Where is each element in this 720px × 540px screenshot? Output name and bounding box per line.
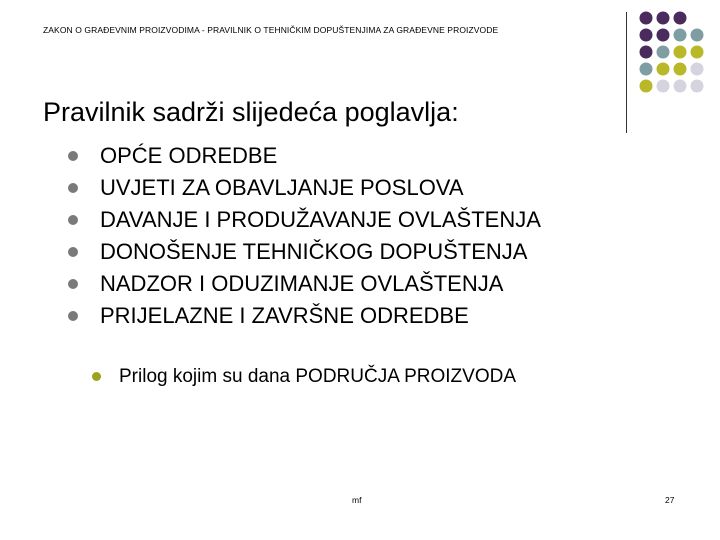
decorative-dot: [674, 46, 687, 59]
list-item-text: PRIJELAZNE I ZAVRŠNE ODREDBE: [100, 303, 469, 328]
decorative-dot: [691, 63, 704, 76]
footer-author: mf: [352, 495, 362, 505]
slide-header: ZAKON O GRAĐEVNIM PROIZVODIMA - PRAVILNIK O TEHNIČKIM DOPUŠTENJIMA ZA GRAĐEVNE PROIZVODE: [43, 25, 499, 35]
bullet-dot-icon: [68, 311, 78, 321]
decorative-dot: [674, 80, 687, 93]
decorative-dot: [657, 46, 670, 59]
decorative-dot: [691, 29, 704, 42]
decorative-dot: [640, 29, 653, 42]
decorative-dot: [640, 12, 653, 25]
decorative-dot: [640, 46, 653, 59]
bullet-dot-icon: [68, 183, 78, 193]
list-item-text: NADZOR I ODUZIMANJE OVLAŠTENJA: [100, 271, 504, 296]
list-item-text: DAVANJE I PRODUŽAVANJE OVLAŠTENJA: [100, 207, 541, 232]
page-number: 27: [665, 495, 675, 505]
bullet-dot-icon: [68, 247, 78, 257]
list-item-text: OPĆE ODREDBE: [100, 143, 278, 168]
bullet-dot-icon: [68, 215, 78, 225]
decorative-dot: [657, 29, 670, 42]
bullet-dot-icon: [68, 279, 78, 289]
decorative-dot: [657, 63, 670, 76]
decorative-dot: [691, 46, 704, 59]
decorative-dot: [657, 12, 670, 25]
sub-list-item-text: Prilog kojim su dana PODRUČJA PROIZVODA: [119, 366, 517, 387]
slide-title: Pravilnik sadrži slijedeća poglavlja:: [43, 97, 459, 127]
decorative-dot: [674, 29, 687, 42]
sub-bullet-dot-icon: [92, 372, 101, 381]
decorative-dot: [674, 63, 687, 76]
bullet-dot-icon: [68, 151, 78, 161]
decorative-dot: [674, 12, 687, 25]
decorative-dot: [640, 80, 653, 93]
decorative-dot: [657, 80, 670, 93]
decorative-dot: [691, 80, 704, 93]
list-item-text: DONOŠENJE TEHNIČKOG DOPUŠTENJA: [100, 239, 528, 264]
decorative-dot: [640, 63, 653, 76]
vertical-divider: [626, 12, 627, 133]
list-item-text: UVJETI ZA OBAVLJANJE POSLOVA: [100, 175, 464, 200]
decorative-dot-grid: [638, 10, 708, 120]
